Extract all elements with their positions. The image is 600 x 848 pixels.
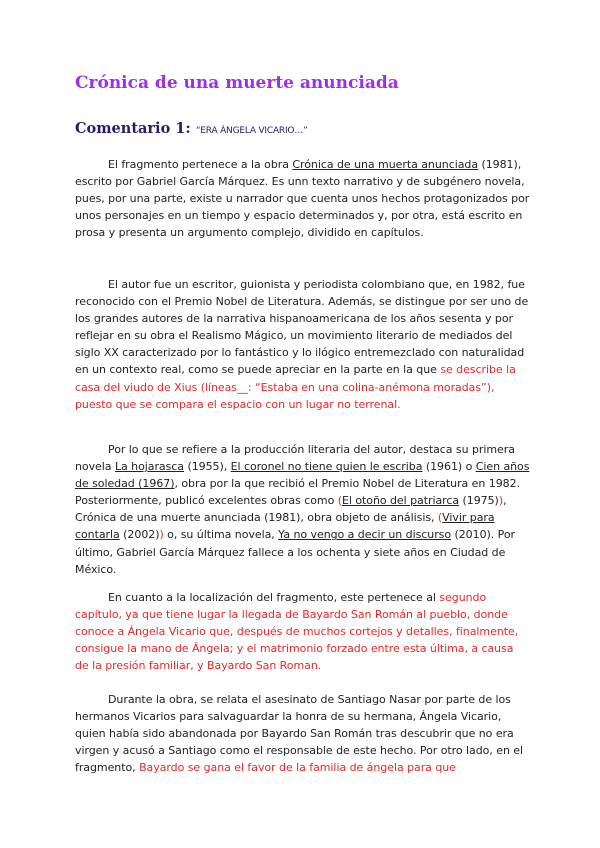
highlighted-text: ) [498, 494, 504, 508]
text-run: o, su última novela, [163, 528, 279, 542]
text-run: Por lo que se refiere a la producción literaria del autor, destaca su primera novela [75, 443, 515, 474]
text-run: El fragmento pertenece a la obra [108, 158, 293, 171]
text-run: , Crónica de una muerte anunciada (1981), obra objeto de análisis, [75, 494, 507, 525]
text-run: (1955), [184, 460, 231, 474]
work-title: La hojarasca [114, 460, 184, 474]
work-title: El coronel no tiene quien le escriba [230, 460, 423, 474]
highlighted-text: ( [437, 511, 443, 525]
comment-quote: “ERA ÁNGELA VICARIO…” [195, 126, 308, 136]
paragraph-location [75, 589, 530, 674]
paragraph-summary [75, 691, 530, 776]
highlighted-text: se describe la casa del viudo de Xius (líneas__: “Estaba en una colina-anémona moradas”), puesto que se compara el espacio con un lugar no terrenal. [75, 363, 516, 411]
text-run: (1975) [459, 494, 499, 508]
highlighted-text: ) [159, 528, 164, 542]
work-title: Crónica de una muerta anunciada [292, 158, 479, 171]
comment-heading [75, 118, 308, 137]
work-title: Cien años de soledad (1967) [75, 460, 530, 491]
work-title: Ya no vengo a decir un discurso [278, 528, 452, 542]
text-run: , obra por la que recibió el Premio Nobel de Literatura en 1982. Posteriormente, publicó excelentes obras como [75, 477, 521, 508]
comment-label: Comentario 1: [75, 120, 191, 137]
paragraph-genre [75, 156, 530, 241]
text-run: Durante la obra, se relata el asesinato de Santiago Nasar por parte de los hermanos Vicarios para salvaguardar la honra de su hermana, Ángela Vicario, quien había sido abandonada por Bayardo San Román tras descubrir que no era virgen y acusó a Santiago como el responsable de este hecho. Por otro lado, en el fragmento, [75, 693, 524, 775]
paragraph-author [75, 276, 530, 413]
text-run: (1961) o [422, 460, 476, 474]
text-run: (1981), escrito por Gabriel García Márquez. Es unn texto narrativo y de subgénero novela, pues, por una parte, existe u narrador que cuenta unos hechos protagonizados por unos personajes en un tiempo y espacio determinados y, por otra, está escrito en prosa y presenta un argumento complejo, dividido en capítulos. [75, 158, 530, 240]
document-title: Crónica de una muerte anunciada [75, 73, 399, 93]
highlighted-text: Bayardo se gana el favor de la familia de ángela para que [139, 761, 456, 775]
work-title: Vivir para contarla [75, 511, 495, 542]
highlighted-text: ( [337, 494, 342, 508]
work-title: El otoño del patriarca [341, 494, 460, 508]
highlighted-text: segundo capítulo, ya que tiene lugar la llegada de Bayardo San Román al pueblo, donde conoce a Ángela Vicario que, después de muchos cortejos y detalles, finalmente, consigue la mano de Ángela; y el matrimonio forzado entre esta última, a causa de la presión familiar, y Bayardo San Roman. [75, 591, 519, 673]
text-run: El autor fue un escritor, guionista y periodista colombiano que, en 1982, fue reconocido con el Premio Nobel de Literatura. Además, se distingue por ser uno de los grandes autores de la narrativa hispanoamericana de los años sesenta y por reflejar en su obra el Realismo Mágico, un movimiento literario de mediados del siglo XX caracterizado por lo fantástico y lo ilógico entremezclado con naturalidad en un contexto real, como se puede apreciar en la parte en la que [75, 278, 529, 377]
paragraph-works [75, 441, 530, 578]
text-run: En cuanto a la localización del fragmento, este pertenece al [108, 591, 440, 604]
text-run: (2010). Por último, Gabriel García Márquez fallece a los ochenta y siete años en Ciudad de México. [75, 528, 516, 576]
text-run: (2002) [119, 528, 160, 542]
